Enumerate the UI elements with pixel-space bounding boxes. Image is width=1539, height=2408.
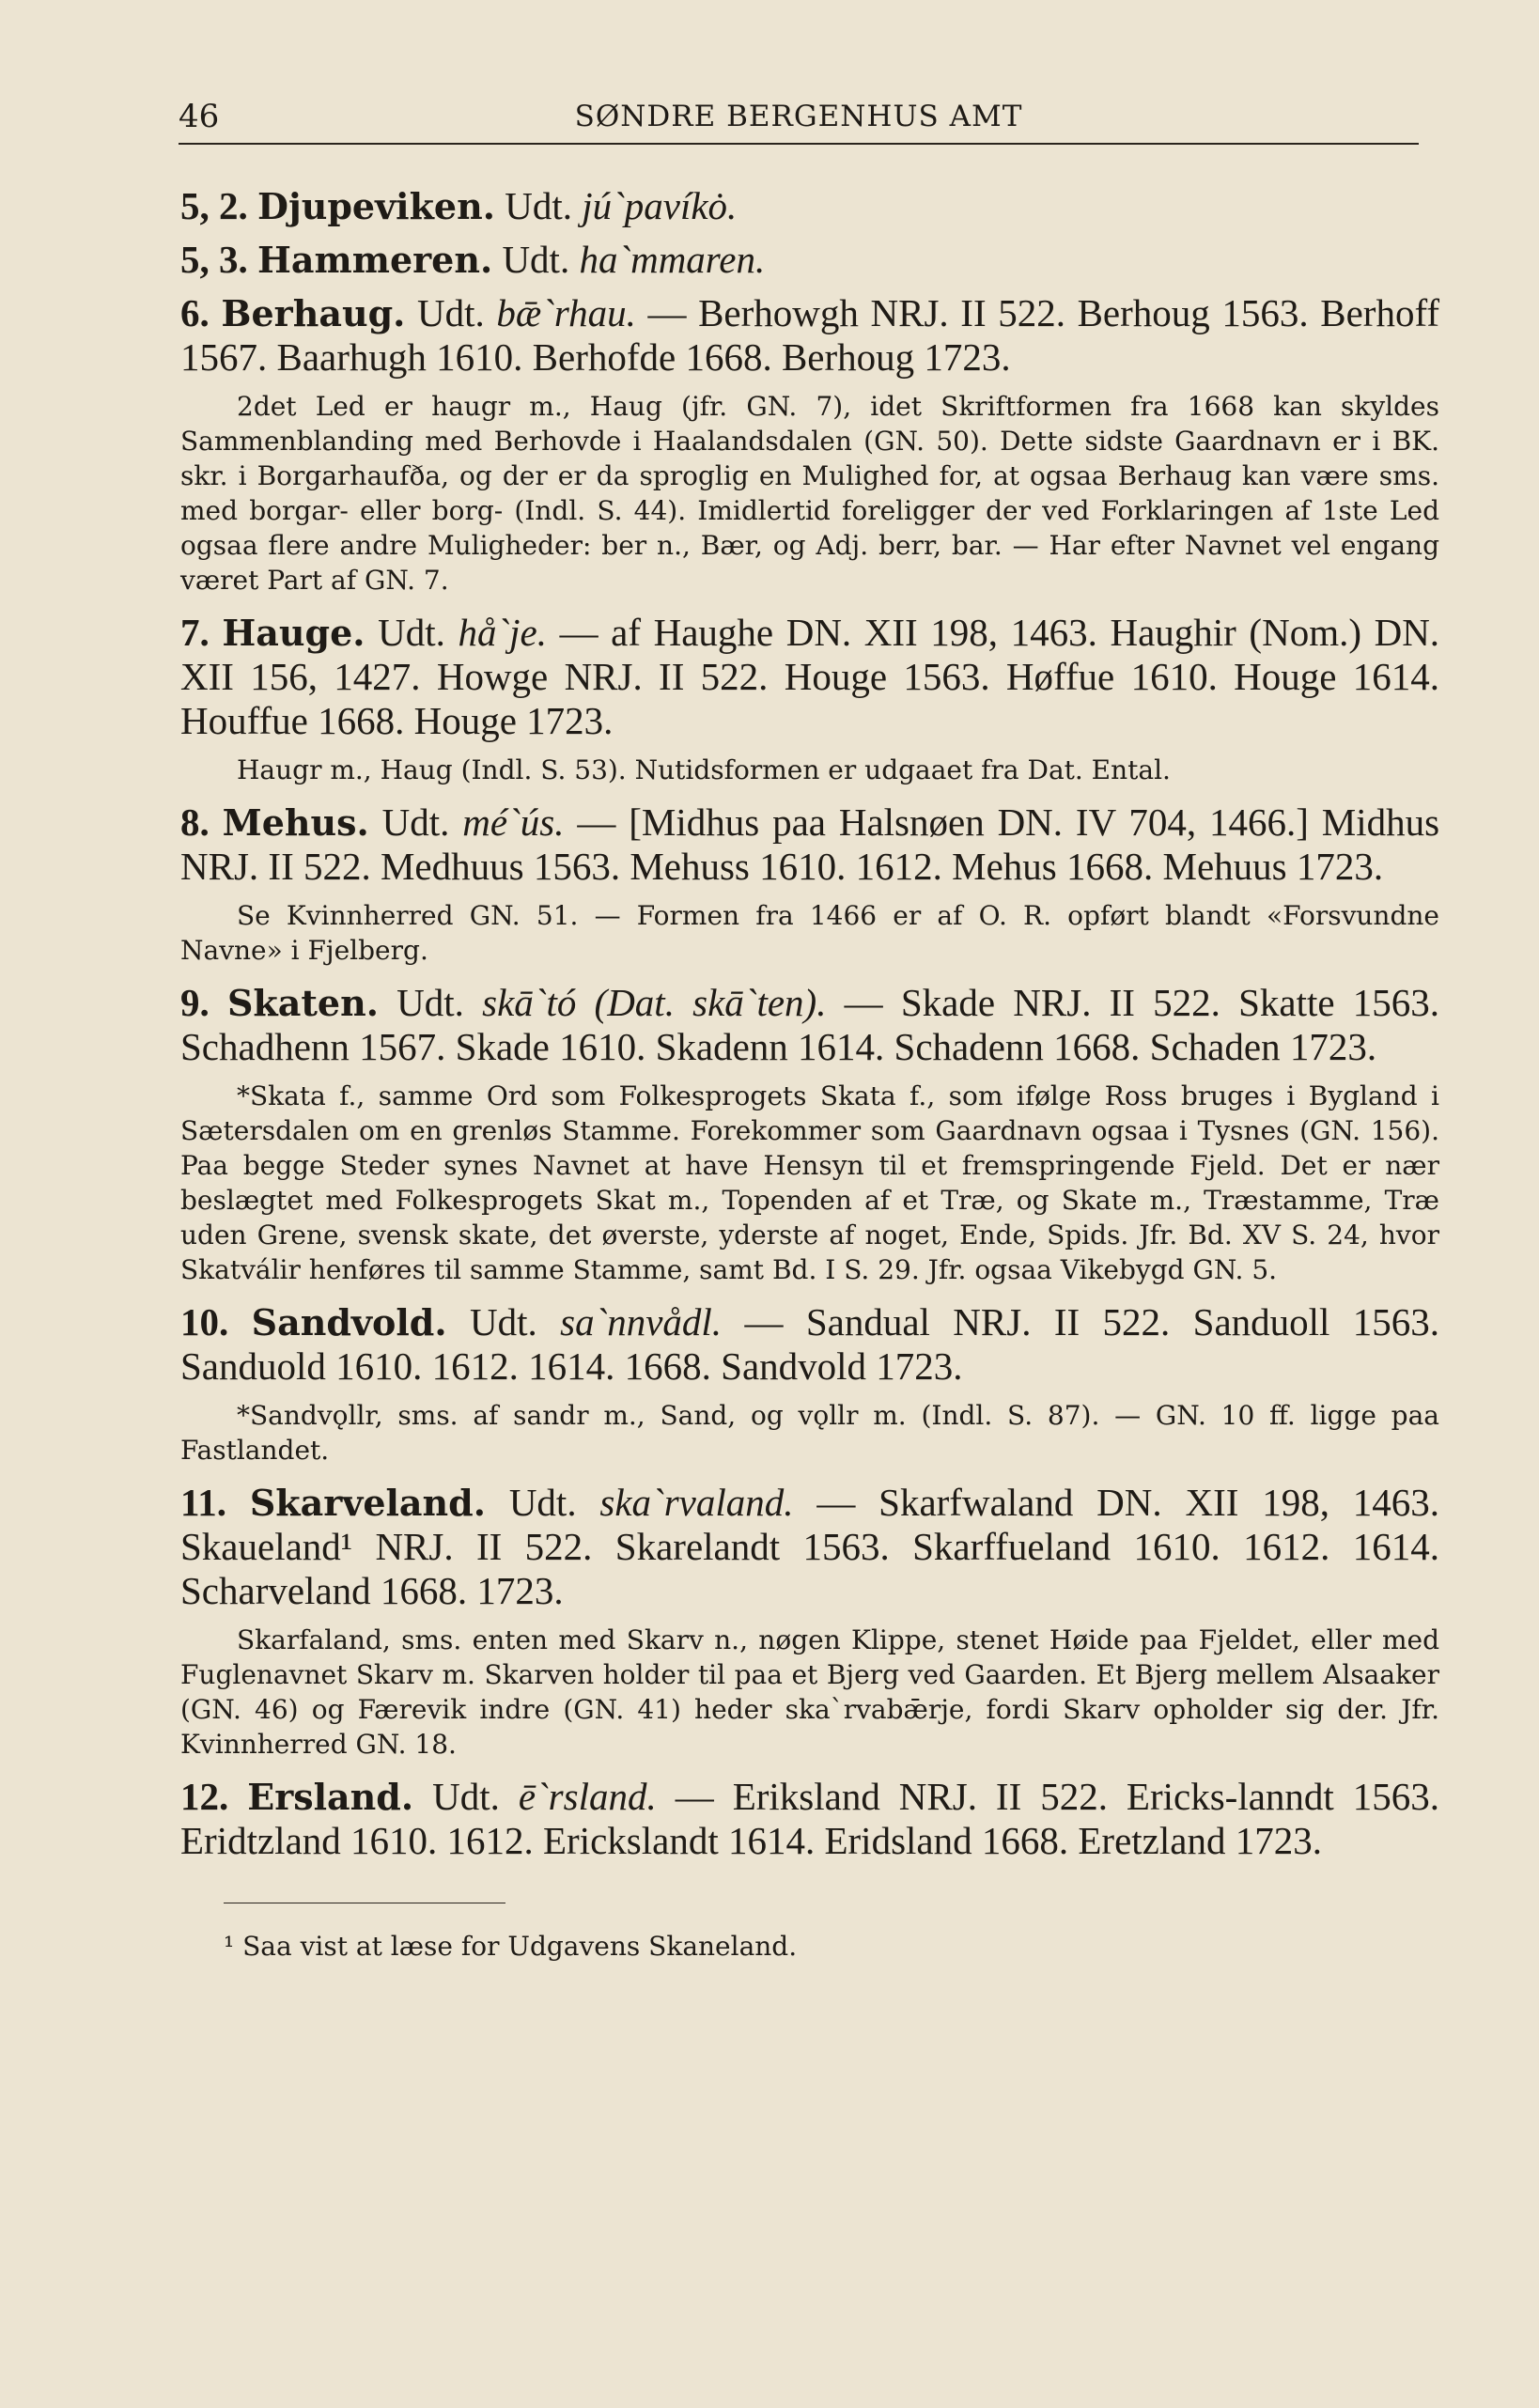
entry-forms: — Berhowgh NRJ. II 522. Berhoug 1563. Berhoff 1567. Baarhugh 1610. Berhofde 1668. Berhoug 1723. (180, 291, 1440, 379)
entry-name: Djupeviken. (257, 185, 495, 227)
note-skaten: *Skata f., samme Ord som Folkesprogets Skata f., som ifølge Ross bruges i Bygland i Sætersdalen om en grenløs Stamme. Forekommer som Gaardnavn ogsaa i Tysnes (GN. 156). Paa begge Steder synes Navnet at have Hensyn til et fremspringende Fjeld. Det er nær beslægtet med Folkesprogets Skat m., Topenden af et Træ, og Skate m., Træstamme, Træ uden Grene, svensk skate, det øverste, yderste af noget, Ende, Spids. Jfr. Bd. XV S. 24, hvor Skatválir henføres til samme Stamme, samt Bd. I S. 29. Jfr. ogsaa Vikebygd GN. 5. (180, 1080, 1439, 1285)
entry-udt: Udt. (417, 291, 485, 334)
entry-pronunciation: bǣ`rhau. (496, 291, 636, 334)
entry-number: 12. (180, 1775, 229, 1818)
entry-udt: Udt. (378, 611, 445, 654)
entry-pronunciation: skā`tó (Dat. skā`ten). (482, 981, 827, 1024)
entry-djupeviken (180, 184, 1439, 228)
entry-udt: Udt. (432, 1775, 500, 1818)
entry-forms: — Skarfwaland DN. XII 198, 1463. Skaueland¹ NRJ. II 522. Skarelandt 1563. Skarffueland 1610. 1612. 1614. Scharveland 1668. 1723. (180, 1481, 1440, 1612)
entry-number: 5, 3. (180, 238, 248, 281)
entry-udt: Udt. (396, 981, 464, 1024)
page-body (180, 184, 1439, 1990)
entry-hammeren (180, 238, 1439, 282)
entry-name: Berhaug. (221, 292, 406, 334)
entry-pronunciation: ska`rvaland. (599, 1481, 794, 1524)
entry-number: 7. (180, 611, 210, 654)
entry-forms: — Sandual NRJ. II 522. Sanduoll 1563. Sanduold 1610. 1612. 1614. 1668. Sandvold 1723. (180, 1300, 1440, 1388)
note-sandvold: *Sandvǫllr, sms. af sandr m., Sand, og vǫllr m. (Indl. S. 87). — GN. 10 ff. ligge paa Fastlandet. (180, 1400, 1439, 1466)
page-number: 46 (179, 98, 220, 135)
entry-hauge (180, 611, 1439, 743)
entry-udt: Udt. (381, 800, 450, 844)
entry-udt: Udt. (508, 1481, 577, 1524)
entry-number: 10. (180, 1300, 229, 1344)
note-skarveland: Skarfaland, sms. enten med Skarv n., nøgen Klippe, stenet Høide paa Fjeldet, eller med Fuglenavnet Skarv m. Skarven holder til paa et Bjerg ved Gaarden. Et Bjerg mellem Alsaaker (GN. 46) og Færevik indre (GN. 41) heder ska`rvabǣrje, fordi Skarv opholder sig der. Jfr. Kvinnherred GN. 18. (180, 1624, 1439, 1760)
entry-forms: — Skade NRJ. II 522. Skatte 1563. Schadhenn 1567. Skade 1610. Skadenn 1614. Schadenn 1668. Schaden 1723. (180, 981, 1440, 1068)
note-berhaug: 2det Led er haugr m., Haug (jfr. GN. 7), idet Skriftformen fra 1668 kan skyldes Sammenblanding med Berhovde i Haalandsdalen (GN. 50). Dette sidste Gaardnavn er i BK. skr. i Borgarhaufða, og der er da sproglig en Mulighed for, at ogsaa Berhaug kan være sms. med borgar- eller borg- (Indl. S. 44). Imidlertid foreligger der ved Forklaringen af 1ste Led ogsaa flere andre Muligheder: ber n., Bær, og Adj. berr, bar. — Har efter Navnet vel engang været Part af GN. 7. (180, 391, 1439, 596)
page-header (179, 98, 1419, 145)
entry-pronunciation: ha`mmaren. (579, 238, 766, 281)
entry-number: 6. (180, 291, 210, 334)
entry-mehus (180, 800, 1439, 889)
entry-forms: — af Haughe DN. XII 198, 1463. Haughir (Nom.) DN. XII 156, 1427. Howge NRJ. II 522. Houge 1563. Høffue 1610. Houge 1614. Houffue 1668. Houge 1723. (180, 611, 1440, 742)
entry-number: 11. (180, 1481, 226, 1524)
entry-udt: Udt. (502, 238, 570, 281)
entry-pronunciation: mé`ús. (462, 800, 565, 844)
entry-number: 5, 2. (180, 184, 248, 227)
entry-name: Mehus. (222, 801, 369, 844)
entry-name: Skaten. (226, 982, 379, 1024)
entry-name: Sandvold. (251, 1301, 447, 1344)
entry-forms: — Eriksland NRJ. II 522. Ericks-lanndt 1563. Eridtzland 1610. 1612. Erickslandt 1614. Eridsland 1668. Eretzland 1723. (180, 1775, 1440, 1862)
entry-pronunciation: ē`rsland. (518, 1775, 657, 1818)
entry-pronunciation: sa`nnvådl. (560, 1300, 723, 1344)
entry-sandvold (180, 1300, 1439, 1389)
entry-name: Hammeren. (257, 239, 493, 281)
entry-name: Skarveland. (249, 1482, 486, 1524)
entry-name: Ersland. (247, 1776, 414, 1818)
entry-pronunciation: hå`je. (458, 611, 547, 654)
entry-berhaug (180, 291, 1439, 380)
note-mehus: Se Kvinnherred GN. 51. — Formen fra 1466 er af O. R. opført blandt «Forsvundne Navne» i Fjelberg. (180, 900, 1439, 966)
entry-number: 9. (180, 981, 210, 1024)
entry-udt: Udt. (469, 1300, 537, 1344)
entry-skarveland (180, 1481, 1439, 1613)
running-title: SØNDRE BERGENHUS AMT (574, 100, 1023, 133)
entry-skaten (180, 981, 1439, 1069)
entry-number: 8. (180, 800, 210, 844)
entry-name: Hauge. (222, 612, 365, 654)
entry-udt: Udt. (505, 184, 572, 227)
entry-pronunciation: jú`pavíkȯ. (582, 184, 738, 227)
entry-ersland (180, 1775, 1439, 1863)
footnote: ¹ Saa vist at læse for Udgavens Skaneland. (224, 1931, 798, 1962)
note-hauge: Haugr m., Haug (Indl. S. 53). Nutidsformen er udgaaet fra Dat. Ental. (237, 754, 1171, 785)
entry-forms: — [Midhus paa Halsnøen DN. IV 704, 1466.] Midhus NRJ. II 522. Medhuus 1563. Mehuss 1610. 1612. Mehus 1668. Mehuus 1723. (180, 800, 1440, 888)
